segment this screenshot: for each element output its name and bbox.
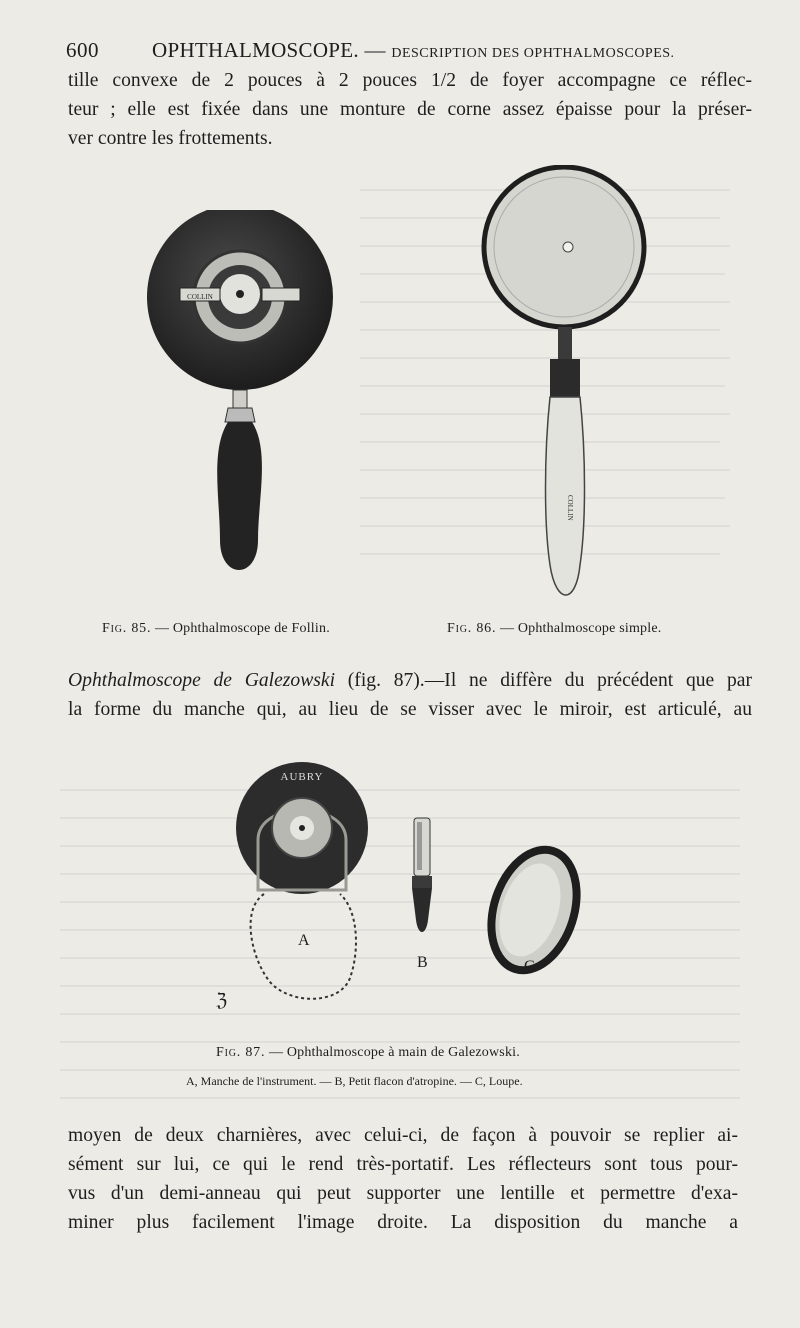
page-number: 600 — [66, 38, 99, 62]
atropine-flask-shade — [417, 822, 422, 870]
label-c: C — [524, 958, 535, 975]
figure-85-illustration — [140, 210, 340, 590]
follin-sight-hole — [236, 290, 244, 298]
engraver-monogram: ℨ — [216, 990, 228, 1010]
follin-ferrule — [233, 390, 247, 408]
figure-86-illustration — [478, 165, 660, 605]
paragraph-2 — [68, 666, 752, 724]
paragraph-2-line-1 — [68, 666, 752, 695]
paragraph-1-line-2: teur ; elle est fixée dans une monture de corne assez épaisse pour la préser- — [68, 99, 752, 120]
paragraph-3-line-4: miner plus facilement l'image droite. La disposition du manche a — [68, 1212, 738, 1233]
figure-86-caption — [447, 621, 661, 637]
section-title: Ophthalmoscope de Galezowski — [68, 670, 336, 691]
simple-sight-hole — [563, 242, 573, 252]
figure-87-label: Fig. 87. — [216, 1045, 266, 1060]
simple-ferrule — [550, 359, 580, 397]
figure-86-label: Fig. 86. — [447, 621, 497, 636]
galezowski-maker-mark: AUBRY — [280, 771, 324, 783]
atropine-flask-collar — [412, 876, 432, 888]
simple-stem — [558, 327, 572, 359]
figure-87-caption — [216, 1045, 520, 1061]
galezowski-sight-hole — [299, 825, 305, 831]
paragraph-3-line-3: vus d'un demi-anneau qui peut supporter une lentille et permettre d'exa- — [68, 1183, 738, 1204]
running-title — [152, 38, 675, 63]
follin-engraving: COLLIN — [187, 293, 213, 301]
paragraph-3-line-2: sément sur lui, ce qui le rend très-portatif. Les réflecteurs sont tous pour- — [68, 1154, 738, 1175]
running-title-main: OPHTHALMOSCOPE. — — [152, 38, 392, 62]
label-b: B — [417, 954, 428, 971]
atropine-flask-stopper — [412, 888, 432, 932]
figure-87-legend: A, Manche de l'instrument. — B, Petit flacon d'atropine. — C, Loupe. — [186, 1074, 523, 1088]
figure-86-caption-text: — Ophthalmoscope simple. — [496, 621, 662, 636]
paragraph-1-line-3: ver contre les frottements. — [68, 128, 273, 149]
figure-87-caption-text: — Ophthalmoscope à main de Galezowski. — [265, 1045, 520, 1060]
follin-clip-right — [262, 288, 300, 301]
paragraph-2-line-2: la forme du manche qui, au lieu de se visser avec le miroir, est articulé, au — [68, 699, 752, 720]
paragraph-1-line-1: tille convexe de 2 pouces à 2 pouces 1/2 de foyer accompagne ce réflec- — [68, 70, 752, 91]
paragraph-1 — [68, 66, 752, 153]
paragraph-3-line-1: moyen de deux charnières, avec celui-ci, de façon à pouvoir se replier ai- — [68, 1125, 738, 1146]
figure-85-label: Fig. 85. — [102, 621, 152, 636]
paragraph-3 — [68, 1121, 738, 1237]
label-a: A — [298, 932, 310, 949]
simple-handle-engraving: COLLIN — [566, 495, 574, 521]
running-title-sub: DESCRIPTION DES OPHTHALMOSCOPES. — [391, 46, 675, 61]
follin-collar — [225, 408, 255, 422]
follin-handle — [217, 422, 262, 570]
running-header — [66, 38, 756, 66]
figure-87-illustration — [200, 760, 590, 1022]
figure-85-caption — [102, 621, 330, 637]
figure-85-caption-text: — Ophthalmoscope de Follin. — [151, 621, 330, 636]
simple-handle — [546, 397, 585, 595]
paragraph-2-line-1-rest: (fig. 87).—Il ne diffère du précédent que par — [335, 670, 752, 691]
